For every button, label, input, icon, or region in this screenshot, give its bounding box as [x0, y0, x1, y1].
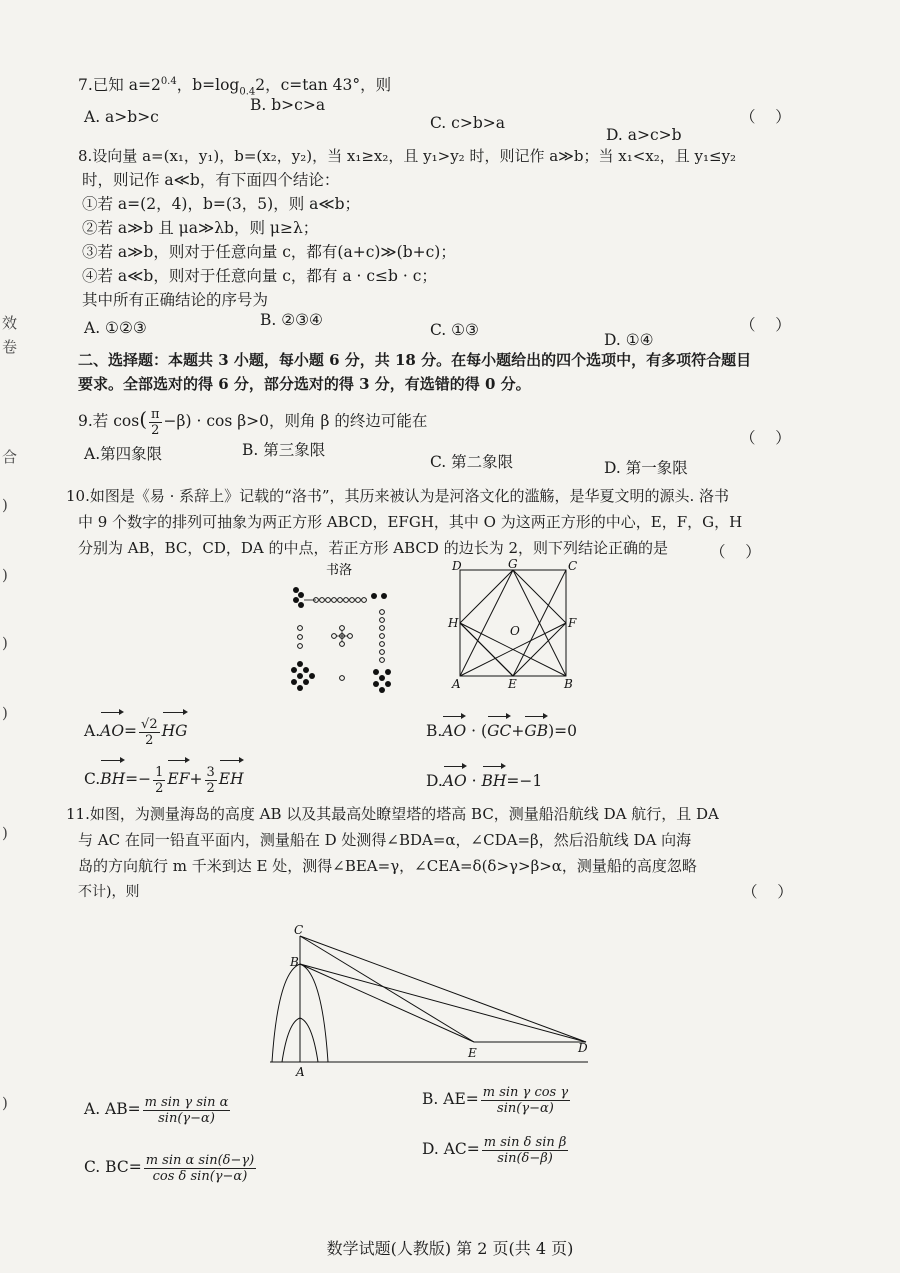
q9-option-b: B. 第三象限: [242, 441, 326, 459]
q8-conclusion-4: ④若 a≪b，则对于任意向量 c，都有 a · c≤b · c；: [82, 267, 437, 285]
margin-char: ): [2, 566, 8, 584]
luoshu-figure: [270, 556, 410, 696]
q7-stem: 7.已知 $a=2^{0.4}$，$b=\log_{0.4}2$，c=tan 43°，则: [78, 76, 392, 98]
q8-option-c: C. ①③: [430, 321, 479, 339]
q8-conclusion-3: ③若 a≫b，则对于任意向量 c，都有(a+c)≫(b+c)；: [82, 243, 456, 261]
q11-stem-line2: 与 AC 在同一铅直平面内，测量船在 D 处测得∠BDA=α，∠CDA=β，然后沿航线 DA 向海: [78, 831, 692, 849]
q9-stem: 9.若 cos( $\frac{\pi}{2}$ −β) · cos β>0，则角 β 的终边可能在: [78, 406, 428, 438]
q7-option-b: B. b>c>a: [250, 96, 326, 114]
q11-stem-line1: 11.如图，为测量海岛的高度 AB 以及其最高处瞭望塔的塔高 BC，测量船沿航线 DA 航行，且 DA: [66, 805, 719, 823]
q11-stem-line3: 岛的方向航行 m 千米到达 E 处，测得∠BEA=γ，∠CEA=δ(δ>γ>β>α，测量船的高度忽略: [78, 857, 697, 875]
label-c: C: [294, 923, 304, 937]
label-o: O: [510, 624, 520, 638]
q8-conclusion-2: ②若 a≫b 且 μa≫λb，则 μ≥λ；: [82, 219, 319, 237]
label-g: G: [508, 557, 518, 571]
q7-option-d: D. a>c>b: [606, 126, 682, 144]
fraction: $\frac{\text{m sin γ cos γ}}{\sin(\gamma-\alpha)}$: [482, 1084, 569, 1116]
margin-char: ): [2, 824, 8, 842]
fraction: $\frac{\pi}{2}$: [151, 406, 160, 438]
q9-option-d: D. 第一象限: [604, 459, 688, 477]
q9-option-a: A.第四象限: [84, 445, 163, 463]
fraction: $\frac{\text{m sin γ sin α}}{\sin(\gamma-\alpha)}$: [144, 1094, 229, 1126]
fraction: $\frac{\text{m sin δ sin β}}{\sin(\delta-\beta)}$: [483, 1134, 567, 1166]
q9-option-c: C. 第二象限: [430, 453, 514, 471]
q11-option-b: B. AE= $\frac{\text{m sin γ cos γ}}{\sin(\gamma-\alpha)}$: [422, 1084, 569, 1116]
answer-paren: （ ）: [740, 316, 791, 334]
q8-stem-line2: 时，则记作 a≪b，有下面四个结论：: [82, 171, 340, 189]
label-d: D: [452, 559, 462, 573]
page-footer: 数学试题(人教版) 第 2 页(共 4 页): [326, 1239, 574, 1258]
margin-char: ): [2, 496, 8, 514]
label-d: D: [578, 1041, 588, 1055]
squares-figure: [440, 556, 590, 696]
fraction: $\frac{1}{2}$: [155, 764, 164, 796]
q8-conclusion-1: ①若 a=(2，4)，b=(3，5)，则 a≪b；: [82, 195, 361, 213]
label-f: F: [568, 616, 577, 630]
margin-char: 卷: [2, 338, 18, 356]
fraction: $\frac{\text{m sin α sin(δ−γ)}}{\text{cos δ sin(γ−α)}}$: [145, 1152, 255, 1184]
section2-heading-line2: 要求。全部选对的得 6 分，部分选对的得 3 分，有选错的得 0 分。: [78, 375, 531, 393]
q8-option-a: A. ①②③: [84, 319, 147, 337]
q10-option-a: A.AO= $\frac{√2}{2}$ HG: [84, 712, 188, 748]
q11-option-c: C. BC= $\frac{\text{m sin α sin(δ−γ)}}{\text{cos δ sin(γ−α)}}$: [84, 1152, 255, 1184]
margin-char: 合: [2, 448, 18, 466]
q10-stem-line2: 中 9 个数字的排列可抽象为两正方形 ABCD，EFGH，其中 O 为这两正方形的中心，E，F，G，H: [78, 513, 743, 531]
answer-paren: （ ）: [742, 883, 793, 901]
label-e: E: [508, 677, 517, 691]
label-b: B: [290, 955, 299, 969]
answer-paren: （ ）: [740, 429, 791, 447]
figure-title: 书洛: [326, 563, 353, 578]
luoshu-dots: [291, 587, 391, 693]
square-efgh: [460, 570, 566, 676]
margin-char: ): [2, 1094, 8, 1112]
fraction: $\frac{3}{2}$: [206, 764, 215, 796]
margin-char: 效: [2, 314, 18, 332]
margin-char: ): [2, 704, 8, 722]
q8-option-b: B. ②③④: [260, 311, 323, 329]
q10-option-c: C.BH=− $\frac{1}{2}$ EF+ $\frac{3}{2}$ EH: [84, 760, 244, 796]
q10-stem-line3: 分别为 AB，BC，CD，DA 的中点，若正方形 ABCD 的边长为 2，则下列结论正确的是: [78, 539, 669, 557]
margin-char: ): [2, 634, 8, 652]
section2-heading-line1: 二、选择题：本题共 3 小题，每小题 6 分，共 18 分。在每小题给出的四个选项中，有多项符合题目: [78, 351, 752, 369]
q11-option-a: A. AB= $\frac{\text{m sin γ sin α}}{\sin(\gamma-\alpha)}$: [84, 1094, 229, 1126]
label-a: A: [452, 677, 461, 691]
q10-option-d: D.AO · BH=−1: [426, 766, 542, 794]
island-figure: [260, 922, 600, 1082]
square-abcd: [460, 570, 566, 676]
label-a: A: [296, 1065, 305, 1079]
q7-option-c: C. c>b>a: [430, 114, 505, 132]
q11-option-d: D. AC= $\frac{\text{m sin δ sin β}}{\sin(\delta-\beta)}$: [422, 1134, 567, 1166]
q11-stem-line4: 不计)，则: [78, 884, 140, 900]
q7-option-a: A. a>b>c: [84, 108, 159, 126]
label-e: E: [468, 1046, 477, 1060]
label-h: H: [448, 616, 459, 630]
q10-stem-line1: 10.如图是《易 · 系辞上》记载的“洛书”，其历来被认为是河洛文化的滥觞，是华夏文明的源头. 洛书: [66, 487, 730, 505]
q10-option-b: B.AO · (GC+GB)=0: [426, 716, 577, 744]
fraction: $\frac{√2}{2}$: [141, 716, 158, 748]
label-b: B: [564, 677, 573, 691]
q8-stem-line1: 8.设向量 a=(x₁，y₁)，b=(x₂，y₂)，当 x₁≥x₂，且 y₁>y₂ 时，则记作 a≫b；当 x₁<x₂，且 y₁≤y₂: [78, 147, 737, 165]
label-c: C: [568, 559, 578, 573]
q8-ask: 其中所有正确结论的序号为: [82, 291, 269, 309]
answer-paren: （ ）: [740, 108, 791, 126]
answer-paren: （ ）: [710, 543, 761, 561]
q8-option-d: D. ①④: [604, 331, 654, 349]
